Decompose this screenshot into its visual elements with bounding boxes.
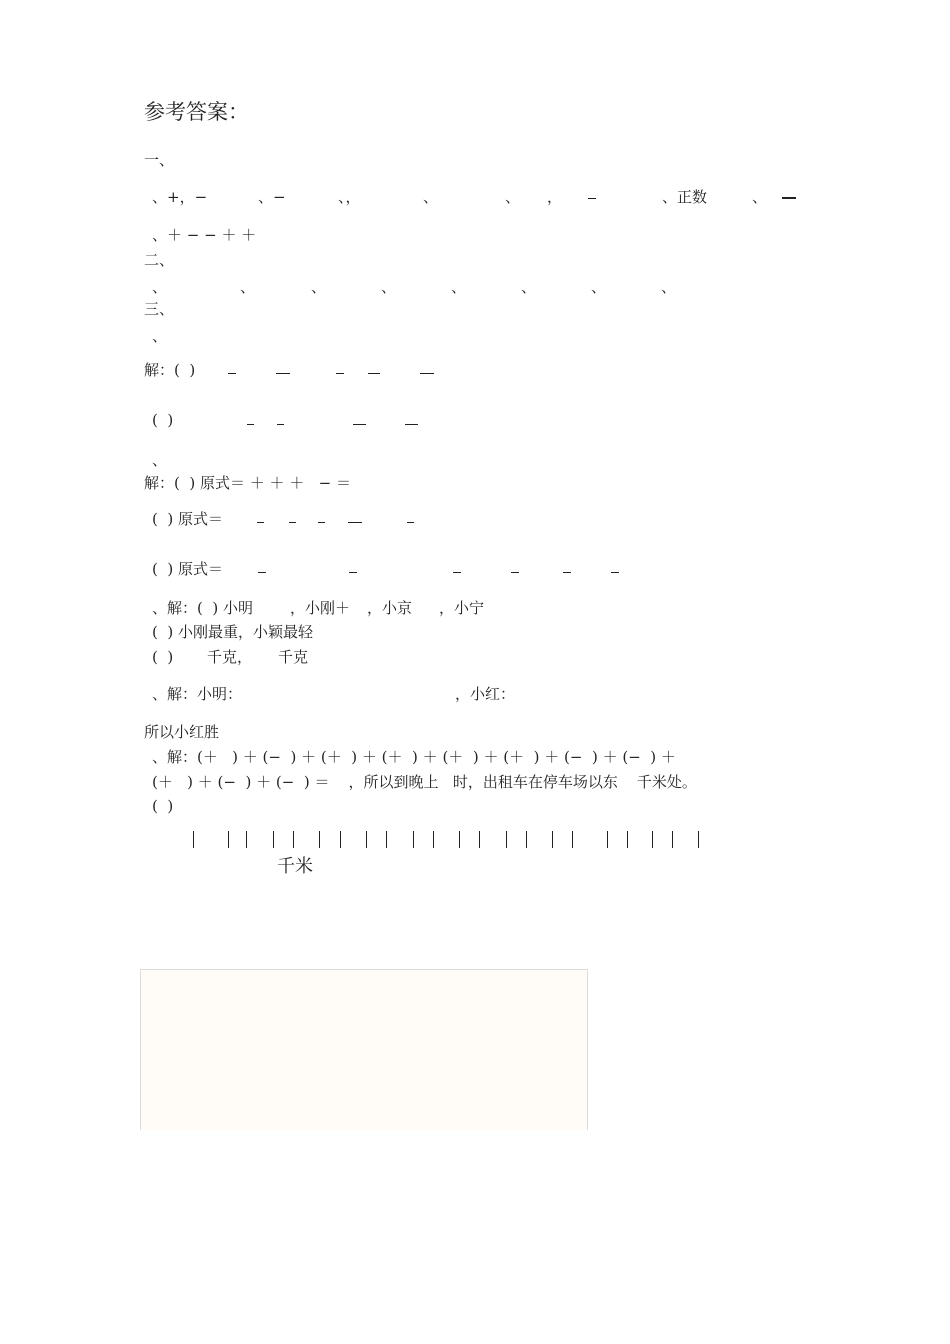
answer-1-1: 、+，− <box>152 188 208 206</box>
page-title: 参考答案： <box>144 100 249 124</box>
q5-line2: (＋ ) ＋ (− ) ＋ (− ) ＝ ，所以到晚上 时，出租车在停车场以东 千米处。 <box>152 773 697 791</box>
answer-2-3: 、 <box>311 278 327 296</box>
number-line-unit: 千米 <box>277 856 313 877</box>
answer-1-4: 、 <box>423 188 439 206</box>
q2-part3: ( ) 原式＝ <box>152 560 224 578</box>
q1-part2: ( ) <box>152 411 174 429</box>
section1-heading: 一、 <box>144 151 175 169</box>
answer-2-2: 、 <box>240 278 256 296</box>
answer-1-6: ， <box>547 188 563 206</box>
q4-line1b: ，小红： <box>455 685 516 703</box>
answer-1-2: 、− <box>258 188 286 206</box>
answer-1-7: 、正数 <box>662 188 708 206</box>
answer-2-5: 、 <box>451 278 467 296</box>
section3-heading: 三、 <box>144 300 175 318</box>
answer-1-3: 、， <box>338 188 361 206</box>
q3-line1d: ，小宁 <box>439 599 485 617</box>
q5-line3: ( ) <box>152 797 174 815</box>
answer-1-9: 、＋ − − ＋ ＋ <box>152 226 257 244</box>
answer-2-8: 、 <box>661 278 677 296</box>
q2-part2: ( ) 原式＝ <box>152 510 224 528</box>
q1-number: 、 <box>152 327 168 345</box>
q3-line3b: 千克， <box>207 648 253 666</box>
answer-2-7: 、 <box>591 278 607 296</box>
section2-heading: 二、 <box>144 251 175 269</box>
q3-line3c: 千克 <box>278 648 309 666</box>
q4-conclusion: 所以小红胜 <box>144 723 220 741</box>
q3-line1a: 、解：( ) 小明 <box>152 599 254 617</box>
q3-line3a: ( ) <box>152 648 174 666</box>
q3-line1c: ，小京 <box>367 599 413 617</box>
answer-1-8: 、 <box>752 188 768 206</box>
answer-2-4: 、 <box>381 278 397 296</box>
answer-2-6: 、 <box>521 278 537 296</box>
q1-part1: 解：( ) <box>144 361 196 379</box>
q3-line1b: ，小刚＋ <box>290 599 351 617</box>
q4-line1a: 、解：小明： <box>152 685 243 703</box>
q5-line1: 、解：(＋ ) ＋ (− ) ＋ (＋ ) ＋ (＋ ) ＋ (＋ ) ＋ (＋ ) ＋ (− ) ＋ (− ) ＋ <box>152 748 676 766</box>
figure-placeholder <box>140 969 588 1130</box>
answer-1-5: 、 <box>505 188 521 206</box>
answer-2-1: 、 <box>152 278 168 296</box>
q2-number: 、 <box>152 451 168 469</box>
q2-part1: 解：( ) 原式＝ ＋ ＋ ＋ − ＝ <box>144 474 351 492</box>
q3-line2: ( ) 小刚最重，小颖最轻 <box>152 623 314 641</box>
